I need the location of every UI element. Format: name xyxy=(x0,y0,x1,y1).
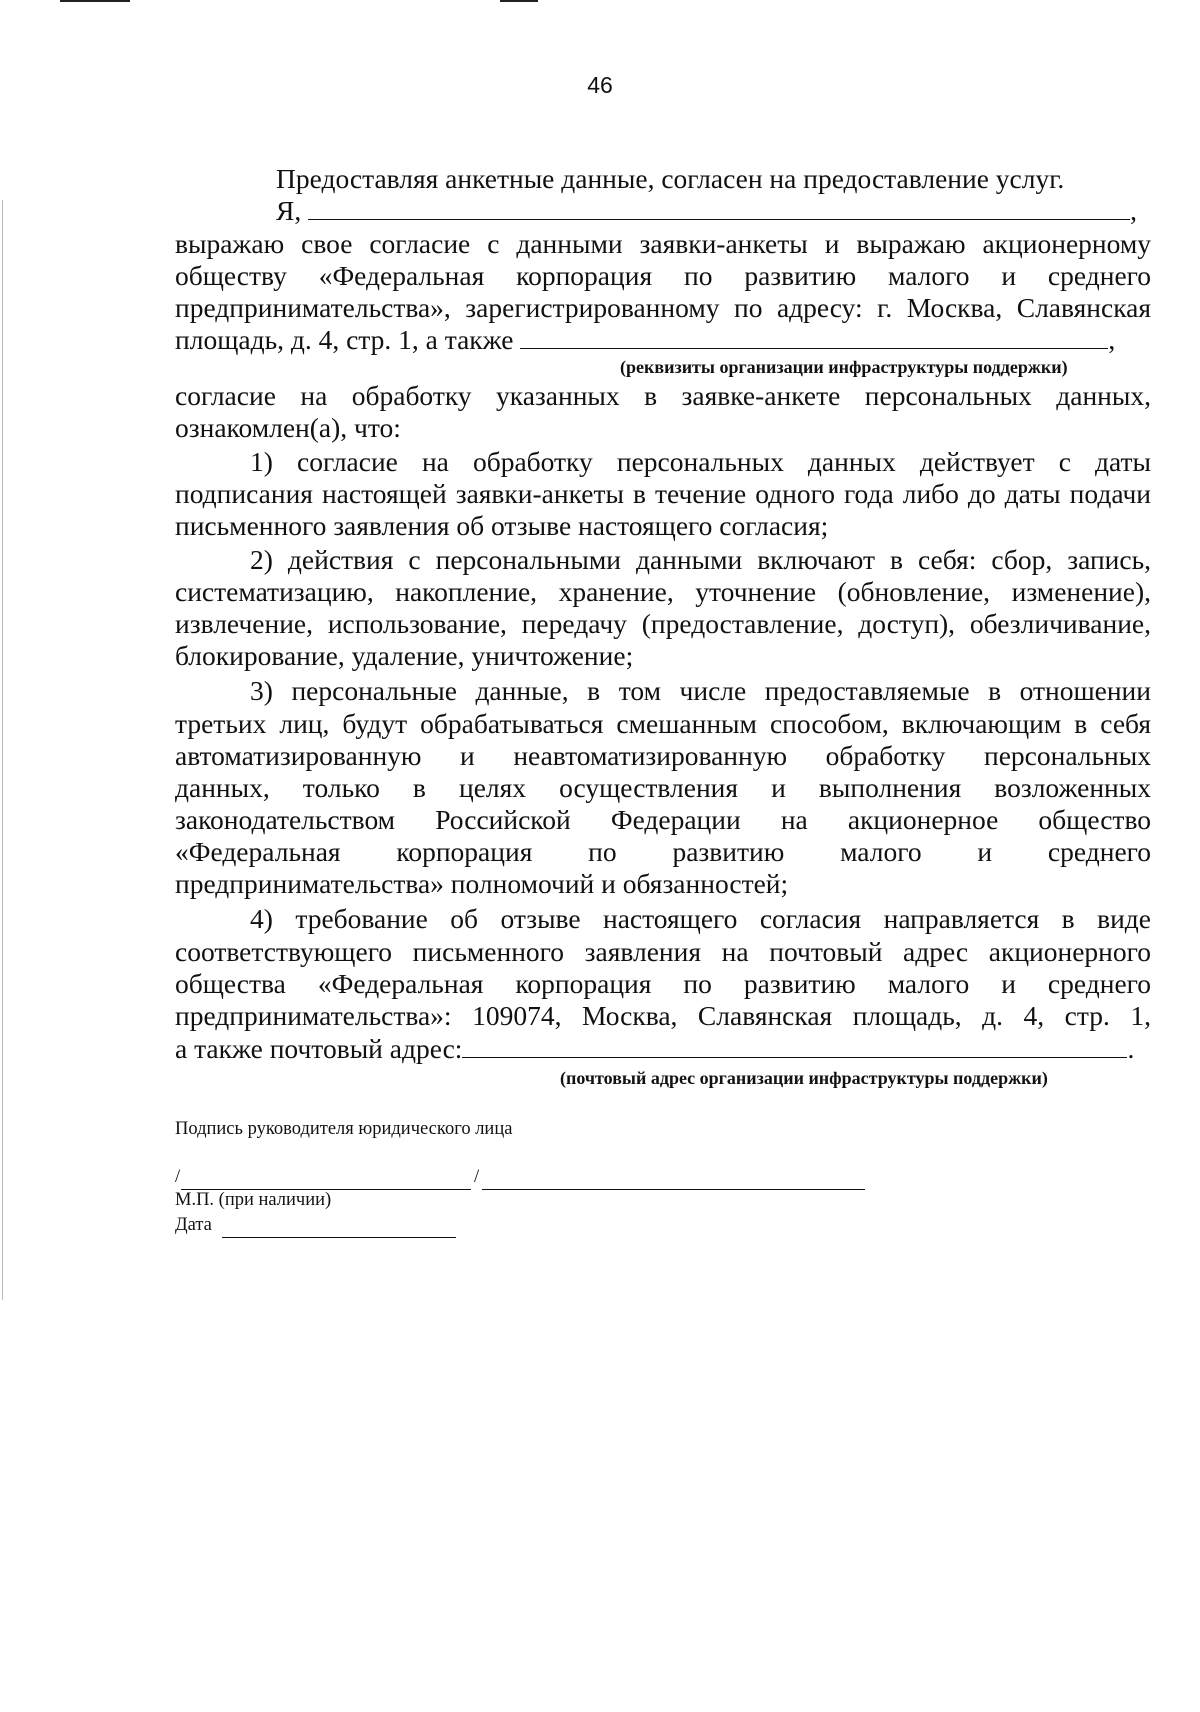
paragraph-line: предпринимательства», зарегистрированному по адресу: г. Москва, Славянская xyxy=(175,292,1151,323)
signature-label: Подпись руководителя юридического лица xyxy=(175,1119,513,1139)
list-item-line: 1) согласие на обработку персональных данных действует с даты xyxy=(250,446,1151,477)
paragraph-line: обществу «Федеральная корпорация по развитию малого и среднего xyxy=(175,260,1151,291)
list-item-line: данных, только в целях осуществления и выполнения возложенных xyxy=(175,772,1151,803)
stamp-label: М.П. (при наличии) xyxy=(175,1190,332,1210)
postal-address-caption: (почтовый адрес организации инфраструктуры поддержки) xyxy=(560,1068,1048,1088)
postal-address-field[interactable] xyxy=(462,1035,1127,1058)
date-field[interactable] xyxy=(222,1236,456,1238)
list-item-line: 2) действия с персональными данными включают в себя: сбор, запись, xyxy=(250,544,1151,575)
scan-artifact xyxy=(60,0,130,2)
list-item-line: автоматизированную и неавтоматизированную обработку персональных xyxy=(175,740,1151,771)
requisites-caption: (реквизиты организации инфраструктуры поддержки) xyxy=(620,357,1068,377)
list-item-line: 3) персональные данные, в том числе предоставляемые в отношении xyxy=(250,675,1151,706)
date-label: Дата xyxy=(175,1215,212,1235)
list-item-line: законодательством Российской Федерации на акционерное общество xyxy=(175,804,1151,835)
paragraph-line: ознакомлен(а), что: xyxy=(175,412,401,443)
paragraph-line: выражаю свое согласие с данными заявки-анкеты и выражаю акционерному xyxy=(175,228,1151,259)
list-item-line: соответствующего письменного заявления на почтовый адрес акционерного xyxy=(175,936,1151,967)
signature-slash: / xyxy=(474,1167,480,1187)
postal-address-line xyxy=(175,1033,1151,1065)
list-item-line: подписания настоящей заявки-анкеты в течение одного года либо до даты подачи xyxy=(175,478,1151,509)
applicant-name-field[interactable] xyxy=(308,197,1130,220)
paragraph-line: согласие на обработку указанных в заявке-анкете персональных данных, xyxy=(175,380,1151,411)
list-item-line: общества «Федеральная корпорация по развитию малого и среднего xyxy=(175,968,1151,999)
page-number: 46 xyxy=(587,72,613,98)
postal-address-prefix: а также почтовый адрес: xyxy=(175,1033,463,1064)
list-item-line: «Федеральная корпорация по развитию малого и среднего xyxy=(175,836,1151,867)
requisites-end: , xyxy=(1108,324,1116,355)
list-item-line: третьих лиц, будут обрабатываться смешанным способом, включающим в себя xyxy=(175,708,1151,739)
list-item-line: предпринимательства» полномочий и обязанностей; xyxy=(175,868,789,899)
signature-name-field[interactable] xyxy=(482,1188,865,1190)
ya-label: Я, xyxy=(276,195,302,226)
list-item-line: 4) требование об отзыве настоящего согласия направляется в виде xyxy=(250,903,1151,934)
intro-line: Предоставляя анкетные данные, согласен на предоставление услуг. xyxy=(276,163,1065,194)
applicant-name-line xyxy=(276,195,1176,227)
postal-address-end: . xyxy=(1127,1033,1135,1064)
requisites-line xyxy=(175,324,1151,356)
list-item-line: письменного заявления об отзыве настоящего согласия; xyxy=(175,510,829,541)
list-item-line: извлечение, использование, передачу (предоставление, доступ), обезличивание, xyxy=(175,608,1151,639)
scan-edge xyxy=(2,200,3,1300)
list-item-line: систематизацию, накопление, хранение, уточнение (обновление, изменение), xyxy=(175,576,1151,607)
list-item-line: блокирование, удаление, уничтожение; xyxy=(175,640,634,671)
ya-end: , xyxy=(1130,195,1137,226)
list-item-line: предпринимательства»: 109074, Москва, Славянская площадь, д. 4, стр. 1, xyxy=(175,1000,1151,1031)
signature-slash: / xyxy=(175,1167,181,1187)
scan-artifact xyxy=(500,0,538,2)
requisites-prefix: площадь, д. 4, стр. 1, а также xyxy=(175,324,514,355)
requisites-field[interactable] xyxy=(520,326,1108,349)
